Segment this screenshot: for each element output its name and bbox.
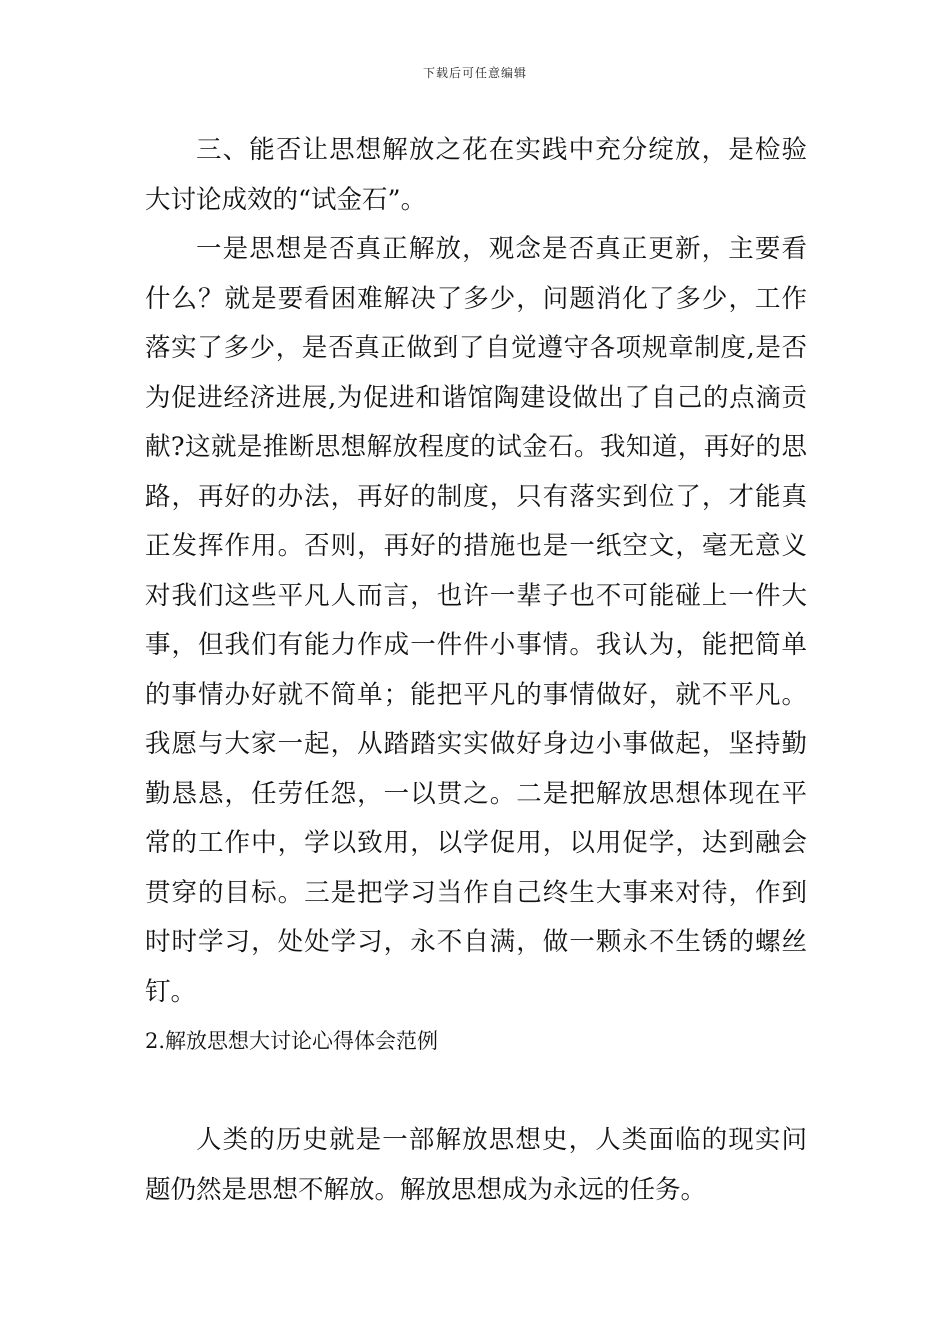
paragraph-3: 人类的历史就是一部解放思想史，人类面临的现实问题仍然是思想不解放。解放思想成为永远的任务。: [145, 1125, 807, 1205]
document-body: [145, 126, 807, 1215]
paragraph-2: 一是思想是否真正解放，观念是否真正更新，主要看什么？就是要看困难解决了多少，问题消化了多少，工作落实了多少，是否真正做到了自觉遵守各项规章制度,是否为促进经济进展,为促进和谐馆陶建设做出了自己的点滴贡献?这就是推断思想解放程度的试金石。我知道，再好的思路，再好的办法，再好的制度，只有落实到位了，才能真正发挥作用。否则，再好的措施也是一纸空文，毫无意义对我们这些平凡人而言，也许一辈子也不可能碰上一件大事，但我们有能力作成一件件小事情。我认为，能把简单的事情办好就不简单；能把平凡的事情做好，就不平凡。我愿与大家一起，从踏踏实实做好身边小事做起，坚持勤勤恳恳，任劳任怨，一以贯之。二是把解放思想体现在平常的工作中，学以致用，以学促用，以用促学，达到融会贯穿的目标。三是把学习当作自己终生大事来对待，作到时时学习，处处学习，永不自满，做一颗永不生锈的螺丝钉。: [145, 234, 807, 1007]
section-heading: 2.解放思想大讨论心得体会范例: [145, 1029, 439, 1053]
paragraph-1: 三、能否让思想解放之花在实践中充分绽放，是检验大讨论成效的“试金石”。: [145, 135, 807, 215]
page-header: 下载后可任意编辑: [422, 66, 527, 80]
blank-line: [145, 1067, 807, 1117]
